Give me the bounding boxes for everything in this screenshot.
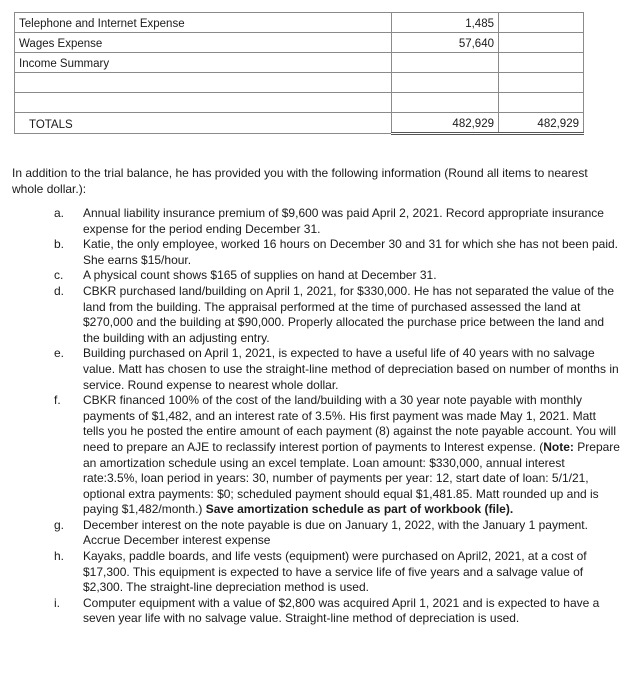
- total-credit: 482,929: [499, 113, 584, 134]
- list-item: [54, 284, 620, 346]
- item-text: A physical count shows $165 of supplies on hand at December 31.: [83, 268, 437, 283]
- totals-row: [15, 113, 584, 134]
- empty-cell: [392, 93, 499, 113]
- table-row: [15, 53, 584, 73]
- list-item: [54, 596, 620, 627]
- empty-cell: [15, 73, 392, 93]
- item-text: Annual liability insurance premium of $9,600 was paid April 2, 2021. Record appropriate insurance expense for the period ending December 31.: [83, 206, 604, 236]
- item-letter: h.: [54, 549, 65, 564]
- empty-cell: [392, 73, 499, 93]
- item-letter: d.: [54, 283, 65, 298]
- total-debit: 482,929: [392, 113, 499, 134]
- list-item: [54, 549, 620, 596]
- list-item: [54, 268, 620, 284]
- account-name: Income Summary: [15, 53, 392, 73]
- item-letter: a.: [54, 206, 65, 220]
- list-item: [54, 206, 620, 237]
- item-letter: b.: [54, 237, 65, 252]
- item-text: Kayaks, paddle boards, and life vests (equipment) were purchased on April2, 2021, at a cost of $17,300. This equipment is expected to have a service life of five years and a salvage value of $2,300. The straight-line depreciation method is used.: [83, 549, 587, 595]
- credit-amount: [499, 53, 584, 73]
- item-text: Building purchased on April 1, 2021, is expected to have a useful life of 40 years with no salvage value. Matt has chosen to use the straight-line method of depreciation based on number of months in service. Round expense to nearest whole dollar.: [83, 346, 619, 392]
- item-text: Katie, the only employee, worked 16 hours on December 30 and 31 for which she has not been paid. She earns $15/hour.: [83, 237, 619, 267]
- account-name: Telephone and Internet Expense: [15, 13, 392, 33]
- debit-amount: [392, 53, 499, 73]
- empty-cell: [15, 93, 392, 113]
- table-row: [15, 13, 584, 33]
- item-letter: e.: [54, 346, 65, 361]
- item-letter: i.: [54, 595, 60, 610]
- trial-balance-table: [14, 12, 584, 135]
- list-item: [54, 393, 620, 518]
- empty-row: [15, 73, 584, 93]
- item-letter: c.: [54, 268, 64, 283]
- item-letter: f.: [54, 393, 61, 408]
- item-text: Computer equipment with a value of $2,800 was acquired April 1, 2021 and is expected to have a seven year life with no salvage value. Straight-line method of depreciation is used.: [83, 595, 600, 626]
- intro-paragraph: In addition to the trial balance, he has provided you with the following information (Round all items to nearest whole dollar.):: [12, 166, 588, 196]
- list-item: [54, 346, 620, 393]
- adjustment-list: [54, 206, 620, 627]
- debit-amount: 1,485: [392, 13, 499, 33]
- item-text: CBKR purchased land/building on April 1, 2021, for $330,000. He has not separated the value of the land from the building. The appraisal performed at the time of purchased assessed the land at $270,000 and the building at $90,000. Properly allocated the purchase price between the land and the building with an adjusting entry.: [83, 283, 615, 345]
- totals-label: TOTALS: [15, 113, 392, 134]
- note-label: Note:: [543, 439, 574, 454]
- credit-amount: [499, 13, 584, 33]
- item-text-part1: CBKR financed 100% of the cost of the land/building with a 30 year note payable with monthly payments of $1,482, and an interest rate of 3.5%. His first payment was made May 1, 2021. Matt tells you he posted the entire amount of each payment (8) against the note payable account. You will need to prepare an AJE to reclassify interest portion of payments to Interest expense. (: [83, 393, 617, 454]
- item-text-part2: Prepare an amortization schedule using an excel template. Loan amount: $330,000, annual interest rate:3.5%, loan period in years: 30, number of payments per year: 12, start date of loan: 5/1/21, optional extra payments: $0; scheduled payment should equal $1,481.85. Matt rounded up and is paying $1,482/month.): [83, 439, 620, 517]
- item-text: December interest on the note payable is due on January 1, 2022, with the January 1 payment. Accrue December interest expense: [83, 517, 588, 548]
- account-name: Wages Expense: [15, 33, 392, 53]
- save-instruction: Save amortization schedule as part of workbook (file).: [205, 502, 514, 517]
- empty-cell: [499, 73, 584, 93]
- item-letter: g.: [54, 517, 65, 532]
- list-item: [54, 518, 620, 549]
- empty-cell: [499, 93, 584, 113]
- table-row: [15, 33, 584, 53]
- debit-amount: 57,640: [392, 33, 499, 53]
- list-item: [54, 237, 620, 268]
- empty-row: [15, 93, 584, 113]
- credit-amount: [499, 33, 584, 53]
